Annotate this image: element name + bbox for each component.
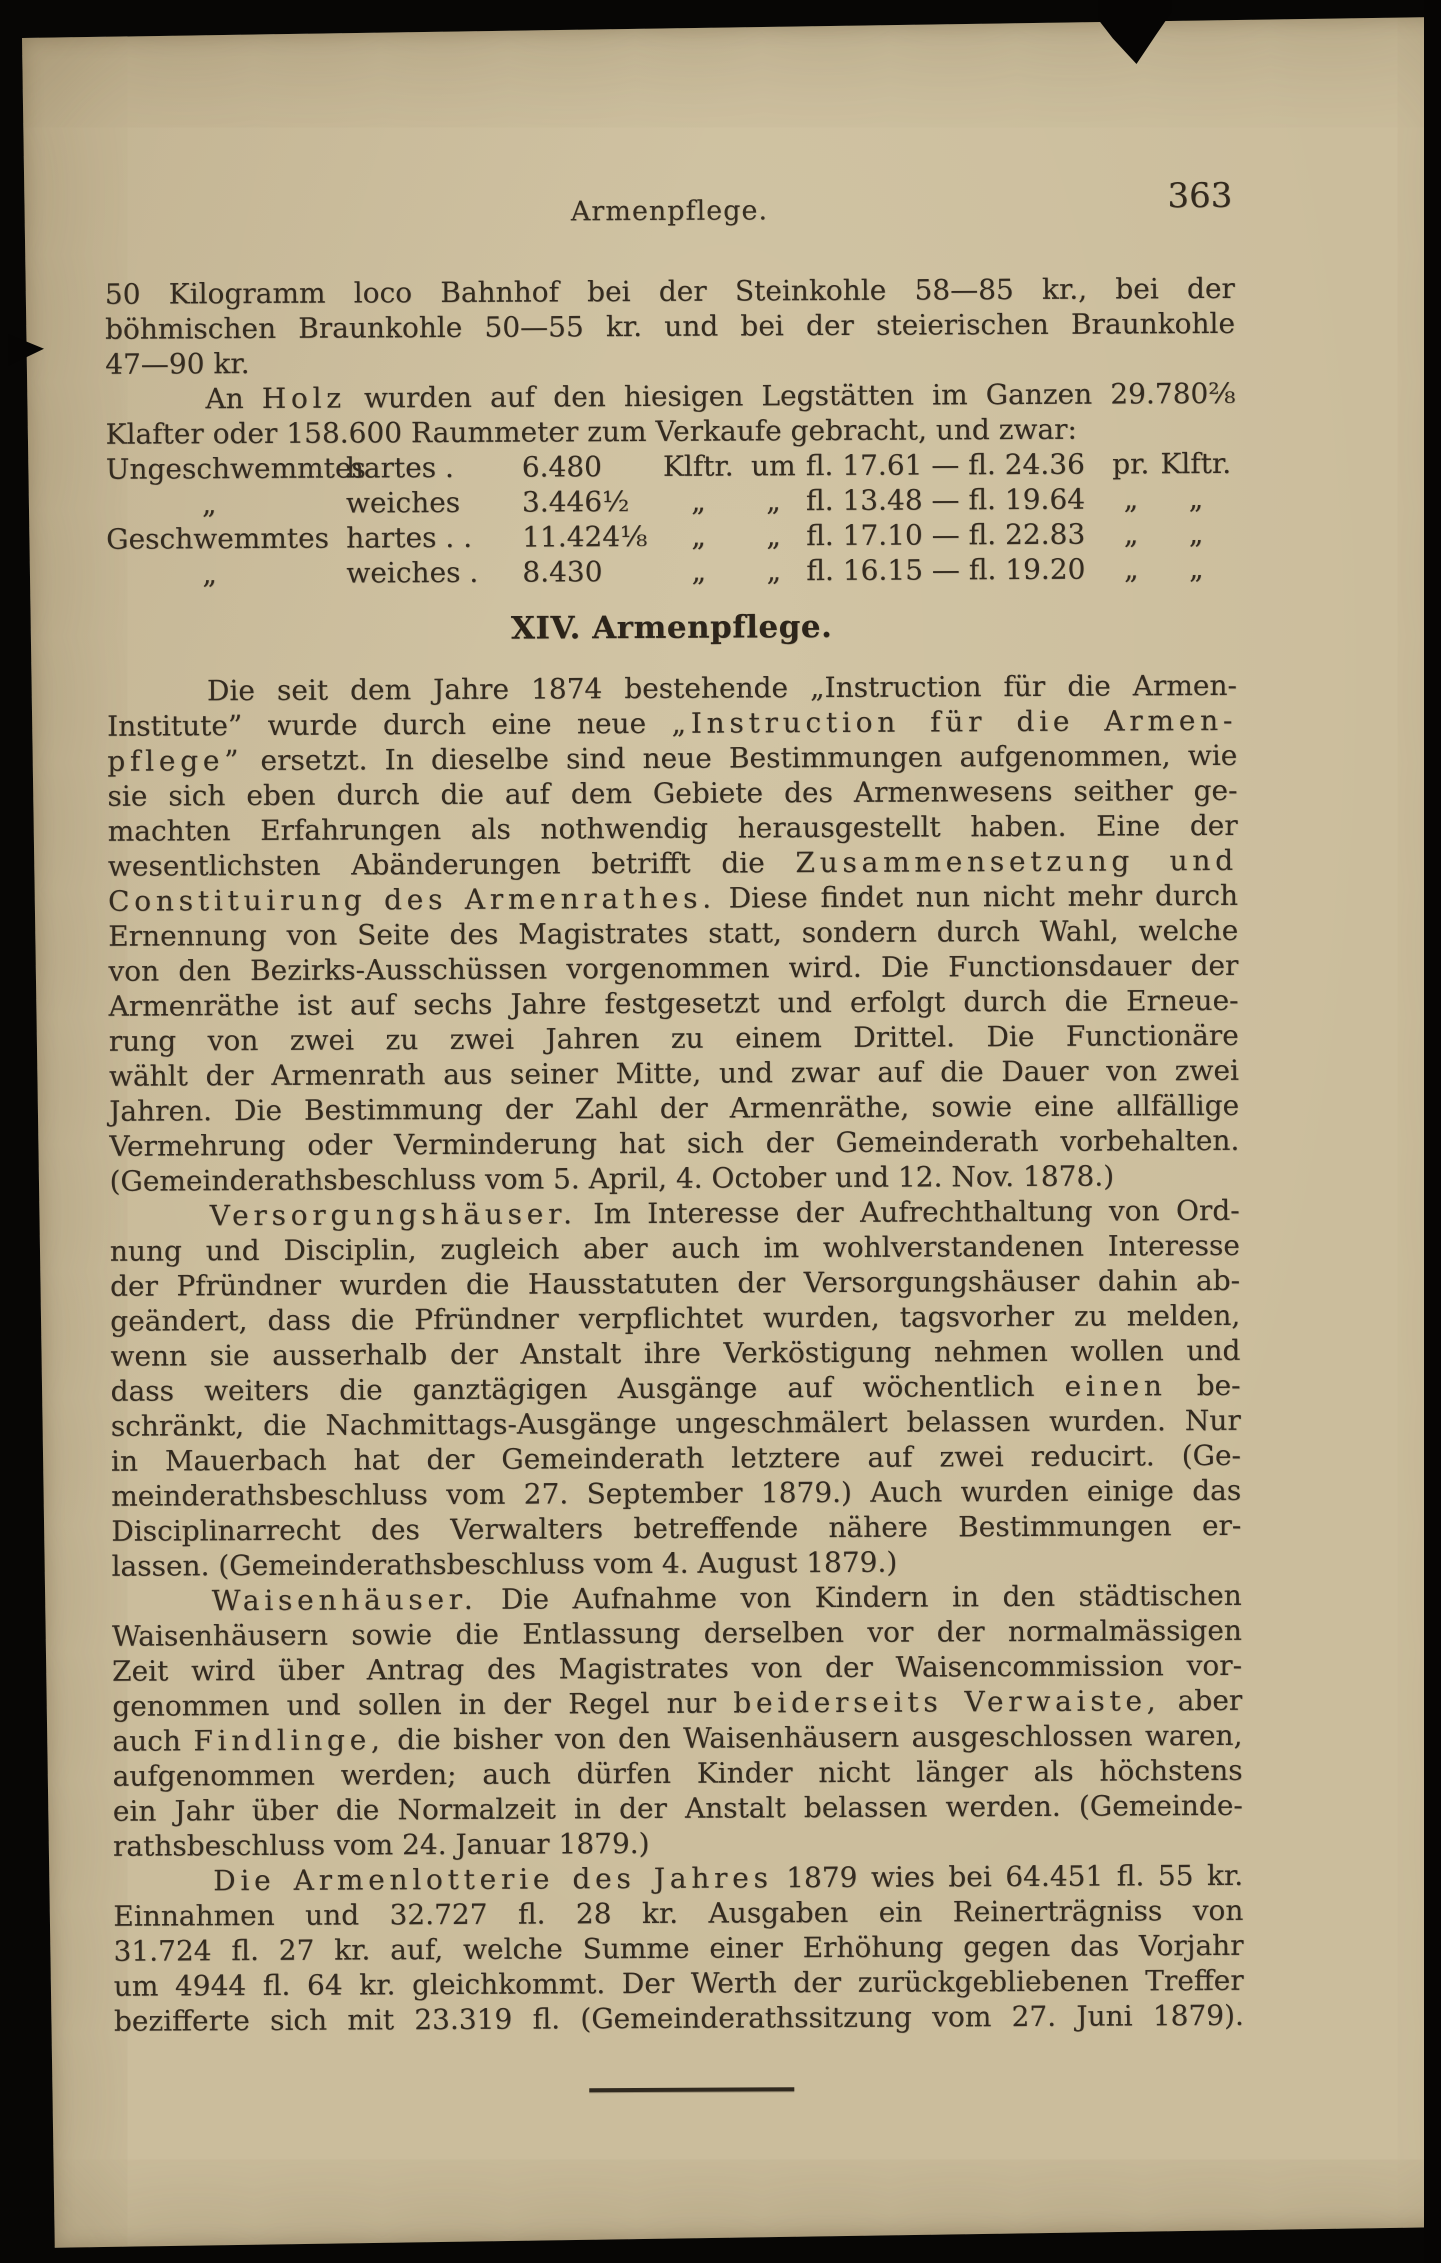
text-line [113, 1753, 1243, 1794]
plain-text: meinderathsbeschluss vom 27. September 1879.) Auch wurden einige das [111, 1473, 1242, 1513]
plain-text: Jahren. Die Bestimmung der Zahl der Armenräthe, sowie eine allfällige [109, 1088, 1240, 1128]
plain-text: Ernennung von Seite des Magistrates statt, sondern durch Wahl, welche [108, 913, 1239, 953]
text-line [111, 1403, 1241, 1444]
plain-text: machten Erfahrungen als nothwendig herausgestellt haben. Eine der [107, 808, 1238, 848]
text-line [105, 306, 1235, 347]
plain-text: um 4944 fl. 64 kr. gleichkommt. Der Werth der zurückgebliebenen Treffer [113, 1963, 1244, 2003]
plain-text: genommen und sollen in der Regel nur [112, 1686, 734, 1723]
plain-text: Einnahmen und 32.727 fl. 28 kr. Ausgaben ein Reinerträgniss von [113, 1893, 1244, 1933]
coal-prices-paragraph [105, 271, 1236, 382]
text-line [108, 948, 1238, 989]
text-line [111, 1368, 1241, 1409]
wood-table-cell: „ [1188, 482, 1204, 516]
text-line [105, 341, 1235, 382]
wood-table-cell: Ungeschwemmtes [105, 451, 366, 486]
plain-text: 50 Kilogramm loco Bahnhof bei der Steinkohle 58—85 kr., bei der [104, 271, 1235, 311]
armenlotterie-paragraph [113, 1858, 1244, 2039]
wood-table-cell: „ [691, 484, 706, 518]
versorgungshaeuser-paragraph [110, 1193, 1242, 1584]
wood-table-cell: „ [766, 554, 782, 588]
plain-text: sie sich eben durch die auf dem Gebiete des Armenwesens seither ge- [107, 773, 1238, 813]
plain-text: Vermehrung oder Verminderung hat sich der Gemeinderath vorbehalten. [109, 1123, 1240, 1163]
running-header: Armenpflege. [570, 195, 769, 228]
wood-table-cell: „ [766, 484, 781, 518]
wood-table-cell: pr. [1112, 447, 1150, 481]
text-line [109, 1123, 1239, 1164]
text-line [113, 1788, 1243, 1829]
wood-table-cell: fl. 13.48 — fl. 19.64 [805, 482, 1086, 518]
plain-text: der Pfründner wurden die Hausstatuten der Versorgungshäuser dahin ab- [109, 1263, 1241, 1303]
text-line [108, 808, 1238, 849]
letterspaced-text: „Instruction für die Armen- [671, 703, 1238, 740]
wood-table-cell: „ [1123, 552, 1139, 586]
waisenhaeuser-paragraph [112, 1578, 1243, 1864]
section-heading: XIV. Armenpflege. [510, 608, 833, 647]
wood-table-cell: „ [202, 557, 217, 591]
text-blocks [105, 271, 1245, 2095]
text-line [111, 1508, 1241, 1549]
plain-text: rathsbeschluss vom 24. Januar 1879.) [112, 1826, 650, 1863]
text-line [114, 1998, 1244, 2039]
plain-text: Waisenhäusern sowie die Entlassung derselben vor der normalmässigen [111, 1613, 1242, 1653]
wood-table-row [106, 551, 1236, 592]
plain-text: Armenräthe ist auf sechs Jahre festgesetzt und erfolgt durch die Erneue- [108, 983, 1239, 1023]
text-line [109, 1158, 1239, 1199]
wood-table-cell: 6.480 [521, 450, 603, 484]
wood-table-cell: weiches . [346, 555, 479, 590]
text-line [109, 983, 1239, 1024]
wood-table-cell: „ [201, 487, 217, 521]
wood-table-cell: weiches [345, 485, 461, 520]
wood-table-cell: 11.424¹⁄₈ [522, 519, 648, 554]
text-line [105, 376, 1235, 417]
plain-text: wesentlichsten Abänderungen betrifft die [107, 846, 796, 883]
text-line [114, 1963, 1244, 2004]
text-line [107, 773, 1237, 814]
text-line [111, 1473, 1241, 1514]
text-line [109, 1053, 1239, 1094]
letterspaced-text: einen [1064, 1369, 1167, 1403]
plain-text: rung von zwei zu zwei Jahren zu einem Drittel. Die Functionäre [108, 1018, 1239, 1058]
letterspaced-text: Constituirung des Armenrathes. [107, 881, 716, 918]
letterspaced-text: Waisenhäuser. [211, 1582, 478, 1618]
wood-table-row [106, 481, 1236, 522]
text-line [113, 1893, 1243, 1934]
plain-text: wenn sie ausserhalb der Anstalt ihre Verköstigung nehmen wollen und [110, 1333, 1241, 1373]
wood-table-cell: fl. 17.61 — fl. 24.36 [805, 447, 1085, 483]
plain-text: be- [1166, 1368, 1241, 1403]
plain-text: bezifferte sich mit 23.319 fl. (Gemeinderathssitzung vom 27. Juni 1879). [113, 1998, 1244, 2038]
letterspaced-text: Versorgungshäuser. [209, 1197, 577, 1233]
plain-text: Klafter oder 158.600 Raummeter zum Verkaufe gebracht, und zwar: [105, 412, 1078, 451]
plain-text: 1879 wies bei 64.451 fl. 55 kr. [772, 1858, 1244, 1895]
plain-text: 47—90 kr. [105, 347, 250, 381]
text-line [112, 1718, 1242, 1759]
plain-text: Im Interesse der Aufrechthaltung von Ord- [576, 1193, 1240, 1231]
plain-text: An [205, 381, 262, 416]
plain-text: nung und Disciplin, zugleich aber auch im wohlverstandenen Interesse [109, 1228, 1240, 1268]
text-line [107, 738, 1237, 779]
page-content [104, 175, 1244, 2095]
page-header-row [104, 175, 1234, 233]
wood-table-cell: „ [1188, 552, 1204, 586]
text-line [105, 271, 1235, 312]
letterspaced-text: Holz [261, 381, 346, 415]
letterspaced-text: Findlinge, [193, 1723, 385, 1758]
text-line [110, 1193, 1240, 1234]
plain-text: wählt der Armenrath aus seiner Mitte, und zwar auf die Dauer von zwei [108, 1053, 1240, 1093]
text-line [108, 843, 1238, 884]
end-divider-rule [589, 2087, 794, 2092]
text-line [112, 1648, 1242, 1689]
text-line [109, 1088, 1239, 1129]
wood-table-cell: fl. 16.15 — fl. 19.20 [806, 552, 1086, 588]
wood-table-row [106, 446, 1236, 487]
text-line [113, 1858, 1243, 1899]
page-paper [22, 16, 1441, 2247]
wood-table-cell: fl. 17.10 — fl. 22.83 [806, 517, 1086, 553]
text-line [107, 668, 1237, 709]
text-line [106, 411, 1236, 452]
plain-text: Disciplinarrecht des Verwalters betreffende nähere Bestimmungen er- [111, 1508, 1242, 1548]
plain-text: von den Bezirks-Ausschüssen vorgenommen wird. Die Functionsdauer der [108, 948, 1239, 988]
plain-text: Die Aufnahme von Kindern in den städtischen [477, 1578, 1242, 1616]
plain-text: in Mauerbach hat der Gemeinderath letztere auf zwei reducirt. (Ge- [110, 1438, 1242, 1478]
text-line [112, 1613, 1242, 1654]
plain-text: Diese findet nun nicht mehr durch [715, 878, 1239, 915]
wood-table-cell: hartes . . [346, 520, 473, 555]
text-line [108, 913, 1238, 954]
plain-text: Institute” wurde durch eine neue [107, 706, 672, 743]
wood-table-cell: 3.446¹⁄₂ [521, 485, 630, 519]
plain-text: aufgenommen werden; auch dürfen Kinder nicht länger als höchstens [112, 1753, 1243, 1793]
plain-text: Zeit wird über Antrag des Magistrates von der Waisencommission vor- [111, 1648, 1243, 1688]
plain-text: aber [1160, 1683, 1243, 1718]
letterspaced-text: Zusammensetzung und [795, 843, 1238, 880]
text-line [111, 1543, 1241, 1584]
wood-table-cell: Klftr. [1160, 446, 1232, 481]
plain-text: auch [112, 1724, 194, 1758]
wood-table-cell: „ [691, 554, 707, 588]
wood-sales-paragraph [105, 376, 1235, 452]
wood-table-cell: Klftr. [662, 449, 734, 483]
plain-text: ersetzt. In dieselbe sind neue Bestimmungen aufgenommen, wie [243, 738, 1238, 778]
plain-text: ein Jahr über die Normalzeit in der Anstalt belassen werden. (Gemeinde- [112, 1788, 1243, 1828]
wood-price-table [106, 446, 1237, 592]
wood-table-cell: „ [1188, 517, 1204, 551]
plain-text: lassen. (Gemeinderathsbeschluss vom 4. August 1879.) [111, 1545, 898, 1583]
wood-table-cell: um [750, 449, 796, 483]
wood-table-cell: Geschwemmtes [106, 521, 330, 556]
plain-text: geändert, dass die Pfründner verpflichtet wurden, tagsvorher zu melden, [110, 1298, 1241, 1338]
plain-text: Die seit dem Jahre 1874 bestehende „Instruction für die Armen- [206, 668, 1238, 708]
scan-artifact-right-edge [1424, 0, 1441, 2263]
letterspaced-text: beiderseits Verwaiste, [733, 1684, 1161, 1720]
letterspaced-text: pflege” [107, 744, 244, 778]
wood-table-cell: hartes . [345, 450, 454, 485]
text-line [111, 1438, 1241, 1479]
text-line [108, 878, 1238, 919]
text-line [107, 703, 1237, 744]
text-line [110, 1298, 1240, 1339]
armen-instruction-paragraph [107, 668, 1240, 1199]
text-line [109, 1018, 1239, 1059]
plain-text: böhmischen Braunkohle 50—55 kr. und bei der steierischen Braunkohle [104, 306, 1236, 346]
plain-text: die bisher von den Waisenhäusern ausgeschlossen waren, [384, 1718, 1243, 1757]
wood-table-cell: „ [766, 519, 781, 553]
wood-table-cell: „ [1123, 517, 1139, 551]
wood-table-cell: 8.430 [522, 555, 603, 589]
plain-text: 31.724 fl. 27 kr. auf, welche Summe einer Erhöhung gegen das Vorjahr [113, 1928, 1244, 1968]
wood-table-cell: „ [691, 519, 706, 553]
text-line [112, 1683, 1242, 1724]
wood-table-cell: „ [1123, 482, 1139, 516]
letterspaced-text: Die Armenlotterie des Jahres [213, 1861, 773, 1898]
page-number: 363 [1167, 175, 1233, 217]
text-line [113, 1928, 1243, 1969]
plain-text: wurden auf den hiesigen Legstätten im Ganzen 29.780²⁄₈ [345, 376, 1236, 415]
text-line [113, 1823, 1243, 1864]
plain-text: schränkt, die Nachmittags-Ausgänge ungeschmälert belassen wurden. Nur [110, 1403, 1241, 1443]
plain-text: dass weiters die ganztägigen Ausgänge auf wöchentlich [110, 1369, 1065, 1408]
plain-text: (Gemeinderathsbeschluss vom 5. April, 4. October und 12. Nov. 1878.) [109, 1159, 1115, 1198]
text-line [110, 1263, 1240, 1304]
text-line [112, 1578, 1242, 1619]
wood-table-row [106, 516, 1236, 557]
text-line [110, 1228, 1240, 1269]
text-line [110, 1333, 1240, 1374]
